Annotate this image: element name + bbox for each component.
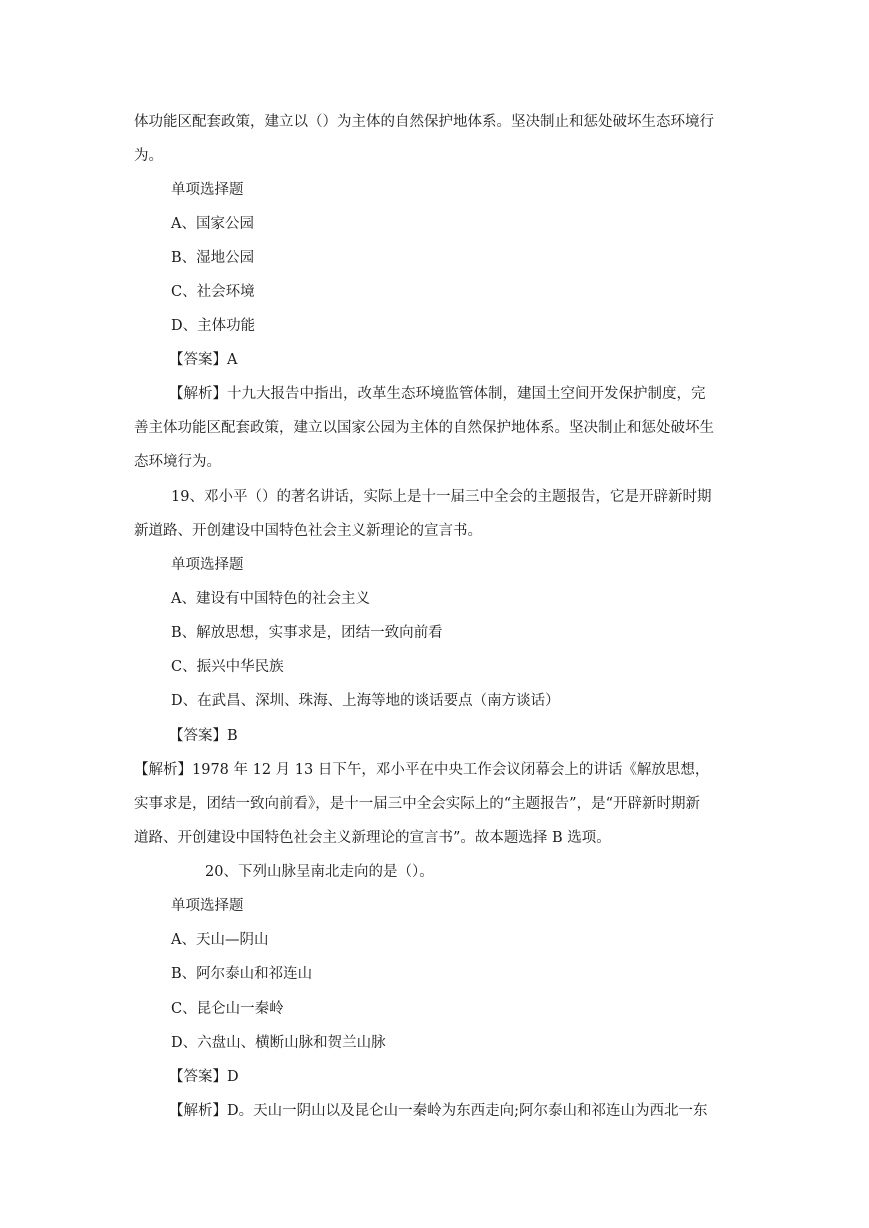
q20-question-type: 单项选择题	[171, 898, 244, 914]
q18-explanation-line-2: 善主体功能区配套政策，建立以国家公园为主体的自然保护地体系。坚决制止和惩处破坏生	[134, 420, 714, 436]
q20-option-a: A、天山—阴山	[171, 932, 269, 948]
q19-option-a: A、建设有中国特色的社会主义	[171, 591, 370, 607]
q18-option-a: A、国家公园	[171, 216, 254, 232]
q18-explanation-line-1: 【解析】十九大报告中指出，改革生态环境监管体制，建国土空间开发保护制度，完	[169, 386, 706, 402]
q19-option-d: D、在武昌、深圳、珠海、上海等地的谈话要点（南方谈话）	[171, 693, 560, 709]
q18-question-type: 单项选择题	[171, 182, 244, 198]
q18-continuation-line-1: 体功能区配套政策，建立以（）为主体的自然保护地体系。坚决制止和惩处破坏生态环境行	[134, 114, 714, 130]
q19-question-type: 单项选择题	[171, 557, 244, 573]
q20-answer: 【答案】D	[169, 1069, 239, 1085]
q18-option-c: C、社会环境	[171, 284, 255, 300]
q19-answer: 【答案】B	[169, 728, 238, 744]
q19-option-b: B、解放思想，实事求是，团结一致向前看	[171, 625, 443, 641]
q18-continuation-line-2: 为。	[134, 148, 163, 164]
q18-explanation-line-3: 态环境行为。	[134, 454, 221, 470]
q20-stem: 20、下列山脉呈南北走向的是（）。	[205, 864, 434, 880]
q19-stem-line-2: 新道路、开创建设中国特色社会主义新理论的宣言书。	[134, 523, 482, 539]
q18-option-d: D、主体功能	[171, 318, 256, 334]
q19-explanation-line-2: 实事求是，团结一致向前看》，是十一届三中全会实际上的“主题报告”，是“开辟新时期新	[134, 796, 700, 812]
q19-explanation-line-1: 【解析】1978 年 12 月 13 日下午，邓小平在中央工作会议闭幕会上的讲话《解放思想，	[134, 762, 710, 778]
q19-explanation-line-3: 道路、开创建设中国特色社会主义新理论的宣言书”。故本题选择 B 选项。	[134, 830, 611, 846]
q20-explanation-line-1: 【解析】D。天山一阴山以及昆仑山一秦岭为东西走向;阿尔泰山和祁连山为西北一东	[169, 1103, 708, 1119]
q20-option-b: B、阿尔泰山和祁连山	[171, 966, 313, 982]
q20-option-d: D、六盘山、横断山脉和贺兰山脉	[171, 1035, 386, 1051]
q20-option-c: C、昆仑山一秦岭	[171, 1001, 284, 1017]
q19-stem-line-1: 19、邓小平（）的著名讲话，实际上是十一届三中全会的主题报告，它是开辟新时期	[171, 489, 712, 505]
q19-option-c: C、振兴中华民族	[171, 659, 284, 675]
q18-option-b: B、湿地公园	[171, 250, 255, 266]
q18-answer: 【答案】A	[169, 352, 238, 368]
